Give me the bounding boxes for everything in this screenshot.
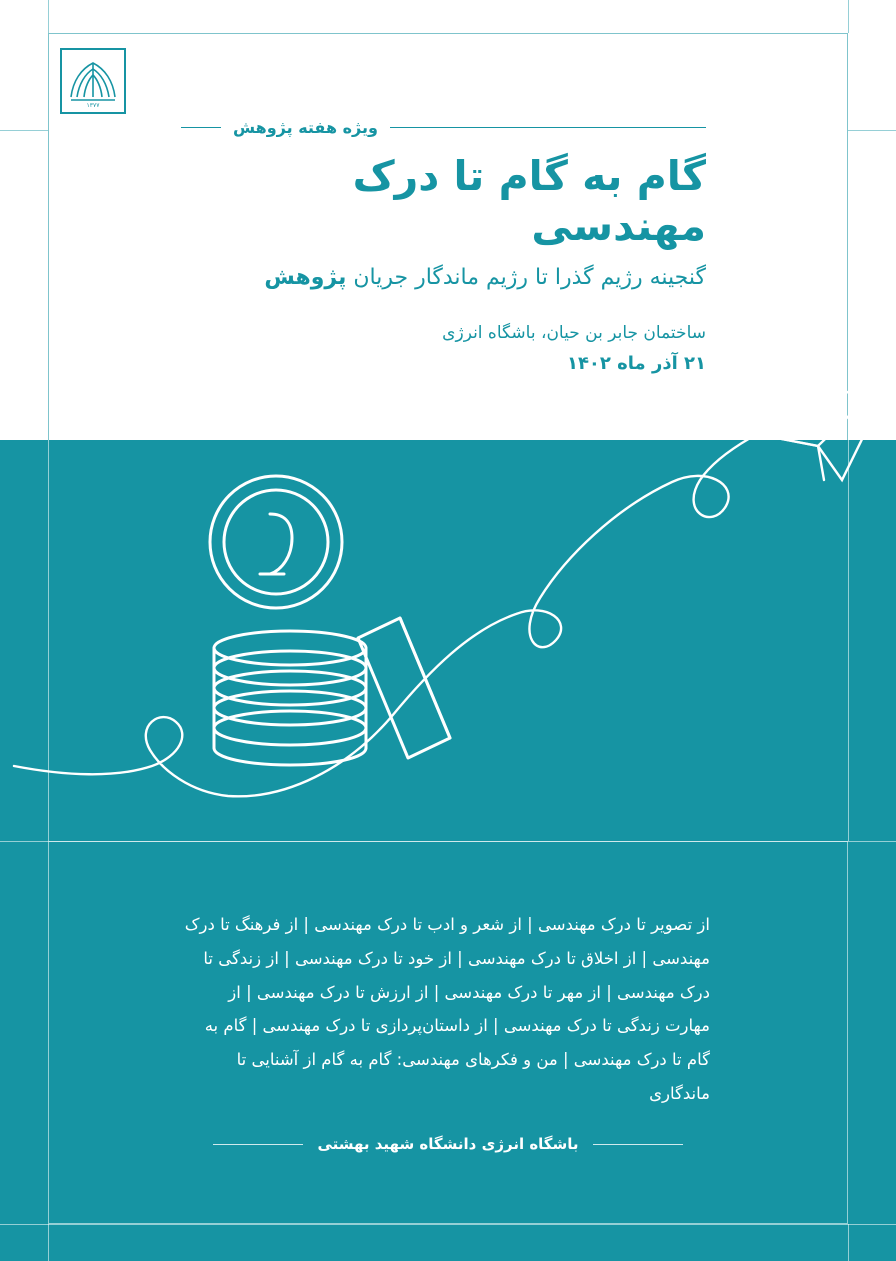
guide-line-vertical-top-left <box>48 0 49 33</box>
footer-label: باشگاه انرژی دانشگاه شهید بهشتی <box>317 1135 579 1153</box>
kicker-label: ویژه هفته پژوهش <box>233 118 378 137</box>
guide-line-vertical-top-right <box>848 0 849 33</box>
university-logo <box>60 48 126 114</box>
guide-line-vertical-bottom-right <box>848 1224 849 1261</box>
guide-line-vertical-bottom-left <box>48 1224 49 1261</box>
poster-footer <box>0 1135 896 1153</box>
guide-line-right-top <box>848 130 896 131</box>
poster-subtitle-plain: گنجینه رژیم گذرا تا رژیم ماندگار جریان <box>346 265 706 291</box>
footer-rule-right <box>593 1144 683 1145</box>
magnifier-handle <box>358 618 450 758</box>
footer-rule-left <box>213 1144 303 1145</box>
kicker-rule-left <box>390 127 706 128</box>
session-list <box>184 908 710 1111</box>
svg-text:۱۳۷۷: ۱۳۷۷ <box>86 102 100 109</box>
kicker-rule-right <box>181 127 221 128</box>
coin-stack-illustration <box>150 470 530 800</box>
poster-title: گام به گام تا درک مهندسی <box>352 152 706 251</box>
poster-date: ۲۱ آذر ماه ۱۴۰۲ <box>566 353 706 375</box>
guide-line-left-top <box>0 130 48 131</box>
poster-header <box>181 118 706 374</box>
coin-inner <box>224 490 328 594</box>
poster-subtitle-bold: پژوهش <box>264 265 347 291</box>
guide-line-horizontal-bottom <box>0 1224 896 1225</box>
session-list-text: از تصویر تا درک مهندسی | از شعر و ادب تا درک مهندسی | از فرهنگ تا درک مهندسی | از اخلاق تا درک مهندسی | از خود تا درک مهندسی | از زندگی تا درک مهندسی | از مهر تا درک مهندسی | از ارزش تا درک مهندسی | از مهارت زندگی تا درک مهندسی | از داستان‌پردازی تا درک مهندسی | گام به گام تا درک مهندسی | من و فکرهای مهندسی: گام به گام از آشنایی تا ماندگاری <box>184 915 710 1104</box>
poster-venue: ساختمان جابر بن حیان، باشگاه انرژی <box>442 323 706 344</box>
kicker-row <box>181 118 706 137</box>
coin-stack <box>214 631 366 765</box>
poster-subtitle <box>181 261 706 294</box>
guide-line-vertical-mid-left <box>48 440 49 841</box>
guide-line-vertical-mid-right <box>848 440 849 841</box>
coin-outer <box>210 476 342 608</box>
